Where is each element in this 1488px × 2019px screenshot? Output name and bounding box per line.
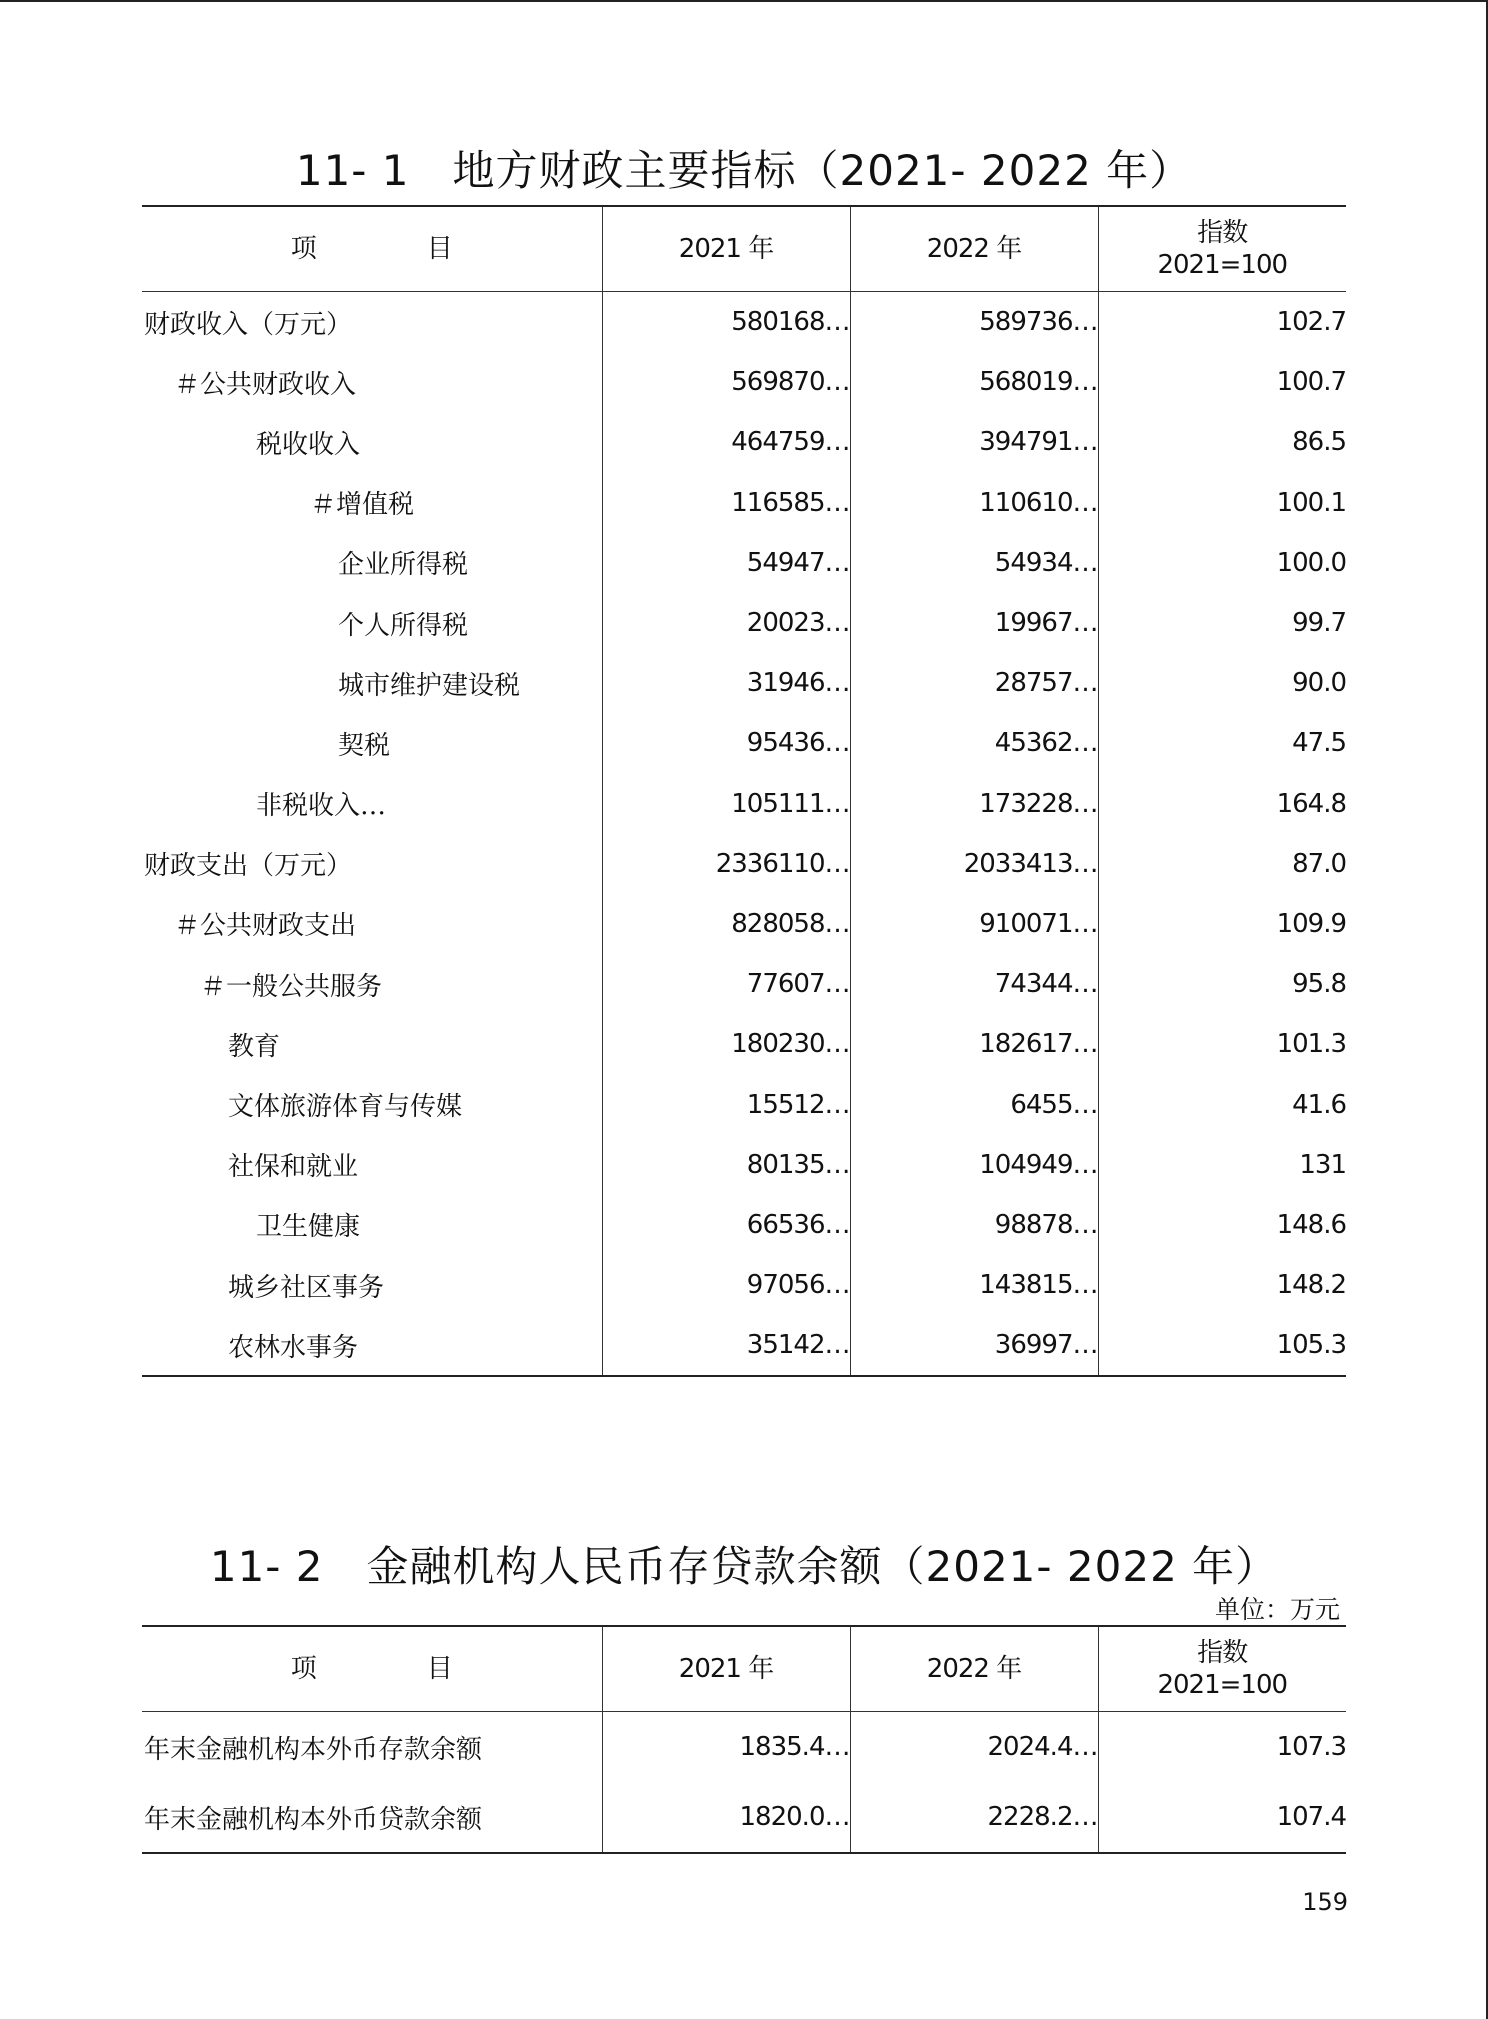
header-index-line1: 指数 <box>1197 218 1248 248</box>
header-item <box>142 206 602 292</box>
index-value: 100.7 <box>1098 352 1346 412</box>
value-2021: 66536… <box>602 1195 850 1255</box>
table-row <box>142 774 1346 834</box>
fiscal-indicators-table <box>142 205 1346 1377</box>
table-row <box>142 292 1346 353</box>
table-header-row <box>142 206 1346 292</box>
value-2021: 2336110… <box>602 834 850 894</box>
value-2022: 6455… <box>850 1074 1098 1134</box>
table-row <box>142 954 1346 1014</box>
row-label: 卫生健康 <box>256 1212 361 1243</box>
index-value: 109.9 <box>1098 894 1346 954</box>
value-2022: 28757… <box>850 653 1098 713</box>
row-label: 财政收入（万元） <box>144 309 353 340</box>
row-label: 个人所得税 <box>338 610 469 641</box>
index-value: 107.4 <box>1098 1782 1346 1853</box>
header-index <box>1098 1626 1346 1712</box>
value-2021: 95436… <box>602 713 850 773</box>
row-label: 社保和就业 <box>228 1152 359 1183</box>
header-2021: 2021 年 <box>602 206 850 292</box>
row-label: 税收收入 <box>256 429 361 460</box>
index-value: 107.3 <box>1098 1712 1346 1783</box>
table-row <box>142 834 1346 894</box>
value-2022: 173228… <box>850 774 1098 834</box>
value-2022: 143815… <box>850 1255 1098 1315</box>
row-label: ＃公共财政支出 <box>174 911 357 942</box>
table-row <box>142 1712 1346 1783</box>
page-number: 159 <box>1302 1888 1348 1916</box>
table2-title: 11- 2 金融机构人民币存贷款余额（2021- 2022 年） <box>209 1542 1279 1591</box>
row-label: 契税 <box>338 730 391 761</box>
header-2021: 2021 年 <box>602 1626 850 1712</box>
header-2022: 2022 年 <box>850 206 1098 292</box>
header-item-part-a: 项 <box>290 1654 317 1684</box>
table-row <box>142 412 1346 472</box>
table-row <box>142 1135 1346 1195</box>
index-value: 105.3 <box>1098 1315 1346 1376</box>
header-item-part-b: 目 <box>426 1654 453 1684</box>
index-value: 102.7 <box>1098 292 1346 353</box>
value-2021: 97056… <box>602 1255 850 1315</box>
header-index-line2: 2021=100 <box>1157 250 1288 280</box>
value-2021: 1835.4… <box>602 1712 850 1783</box>
value-2022: 110610… <box>850 473 1098 533</box>
table-row <box>142 352 1346 412</box>
deposit-loan-table <box>142 1625 1346 1854</box>
value-2022: 36997… <box>850 1315 1098 1376</box>
header-2022: 2022 年 <box>850 1626 1098 1712</box>
value-2021: 31946… <box>602 653 850 713</box>
index-value: 101.3 <box>1098 1014 1346 1074</box>
row-label: 教育 <box>228 1031 281 1062</box>
value-2022: 182617… <box>850 1014 1098 1074</box>
row-label: 年末金融机构本外币存款余额 <box>144 1734 483 1765</box>
row-label: 农林水事务 <box>228 1332 359 1363</box>
table-row <box>142 593 1346 653</box>
table-row <box>142 1074 1346 1134</box>
table-row <box>142 653 1346 713</box>
index-value: 131 <box>1098 1135 1346 1195</box>
value-2021: 828058… <box>602 894 850 954</box>
table-row <box>142 1782 1346 1853</box>
table-header-row <box>142 1626 1346 1712</box>
index-value: 164.8 <box>1098 774 1346 834</box>
index-value: 90.0 <box>1098 653 1346 713</box>
row-label: 企业所得税 <box>338 550 469 581</box>
value-2021: 464759… <box>602 412 850 472</box>
table-row <box>142 1014 1346 1074</box>
value-2021: 105111… <box>602 774 850 834</box>
value-2022: 74344… <box>850 954 1098 1014</box>
row-label: 城乡社区事务 <box>228 1272 385 1303</box>
index-value: 148.2 <box>1098 1255 1346 1315</box>
header-index <box>1098 206 1346 292</box>
header-index-line2: 2021=100 <box>1157 1670 1288 1700</box>
table-row <box>142 713 1346 773</box>
index-value: 87.0 <box>1098 834 1346 894</box>
header-index-line1: 指数 <box>1197 1638 1248 1668</box>
value-2021: 580168… <box>602 292 850 353</box>
value-2022: 589736… <box>850 292 1098 353</box>
row-label: 年末金融机构本外币贷款余额 <box>144 1804 483 1835</box>
unit-note: 单位：万元 <box>1214 1595 1340 1624</box>
value-2022: 54934… <box>850 533 1098 593</box>
value-2021: 15512… <box>602 1074 850 1134</box>
value-2022: 568019… <box>850 352 1098 412</box>
table-row <box>142 533 1346 593</box>
value-2021: 116585… <box>602 473 850 533</box>
value-2022: 104949… <box>850 1135 1098 1195</box>
index-value: 86.5 <box>1098 412 1346 472</box>
table-row <box>142 1195 1346 1255</box>
value-2021: 569870… <box>602 352 850 412</box>
value-2022: 2228.2… <box>850 1782 1098 1853</box>
header-item-part-b: 目 <box>426 234 453 264</box>
value-2021: 180230… <box>602 1014 850 1074</box>
index-value: 95.8 <box>1098 954 1346 1014</box>
header-item <box>142 1626 602 1712</box>
index-value: 100.1 <box>1098 473 1346 533</box>
value-2022: 45362… <box>850 713 1098 773</box>
value-2021: 35142… <box>602 1315 850 1376</box>
header-item-part-a: 项 <box>290 234 317 264</box>
value-2021: 77607… <box>602 954 850 1014</box>
row-label: 城市维护建设税 <box>338 670 521 701</box>
row-label: 财政支出（万元） <box>144 851 353 882</box>
table1-title: 11- 1 地方财政主要指标（2021- 2022 年） <box>295 146 1193 195</box>
value-2022: 2024.4… <box>850 1712 1098 1783</box>
value-2022: 98878… <box>850 1195 1098 1255</box>
value-2022: 910071… <box>850 894 1098 954</box>
value-2021: 20023… <box>602 593 850 653</box>
index-value: 99.7 <box>1098 593 1346 653</box>
value-2021: 1820.0… <box>602 1782 850 1853</box>
row-label: ＃公共财政收入 <box>174 369 357 400</box>
value-2022: 2033413… <box>850 834 1098 894</box>
value-2022: 394791… <box>850 412 1098 472</box>
value-2021: 54947… <box>602 533 850 593</box>
row-label: ＃增值税 <box>310 490 415 521</box>
value-2021: 80135… <box>602 1135 850 1195</box>
index-value: 100.0 <box>1098 533 1346 593</box>
page-top-rule <box>0 0 1488 2</box>
row-label: 非税收入… <box>256 791 387 822</box>
index-value: 41.6 <box>1098 1074 1346 1134</box>
index-value: 47.5 <box>1098 713 1346 773</box>
table-row <box>142 473 1346 533</box>
value-2022: 19967… <box>850 593 1098 653</box>
table-row <box>142 1315 1346 1376</box>
table-row <box>142 894 1346 954</box>
row-label: 文体旅游体育与传媒 <box>228 1092 463 1123</box>
table-row <box>142 1255 1346 1315</box>
row-label: ＃一般公共服务 <box>200 971 383 1002</box>
index-value: 148.6 <box>1098 1195 1346 1255</box>
